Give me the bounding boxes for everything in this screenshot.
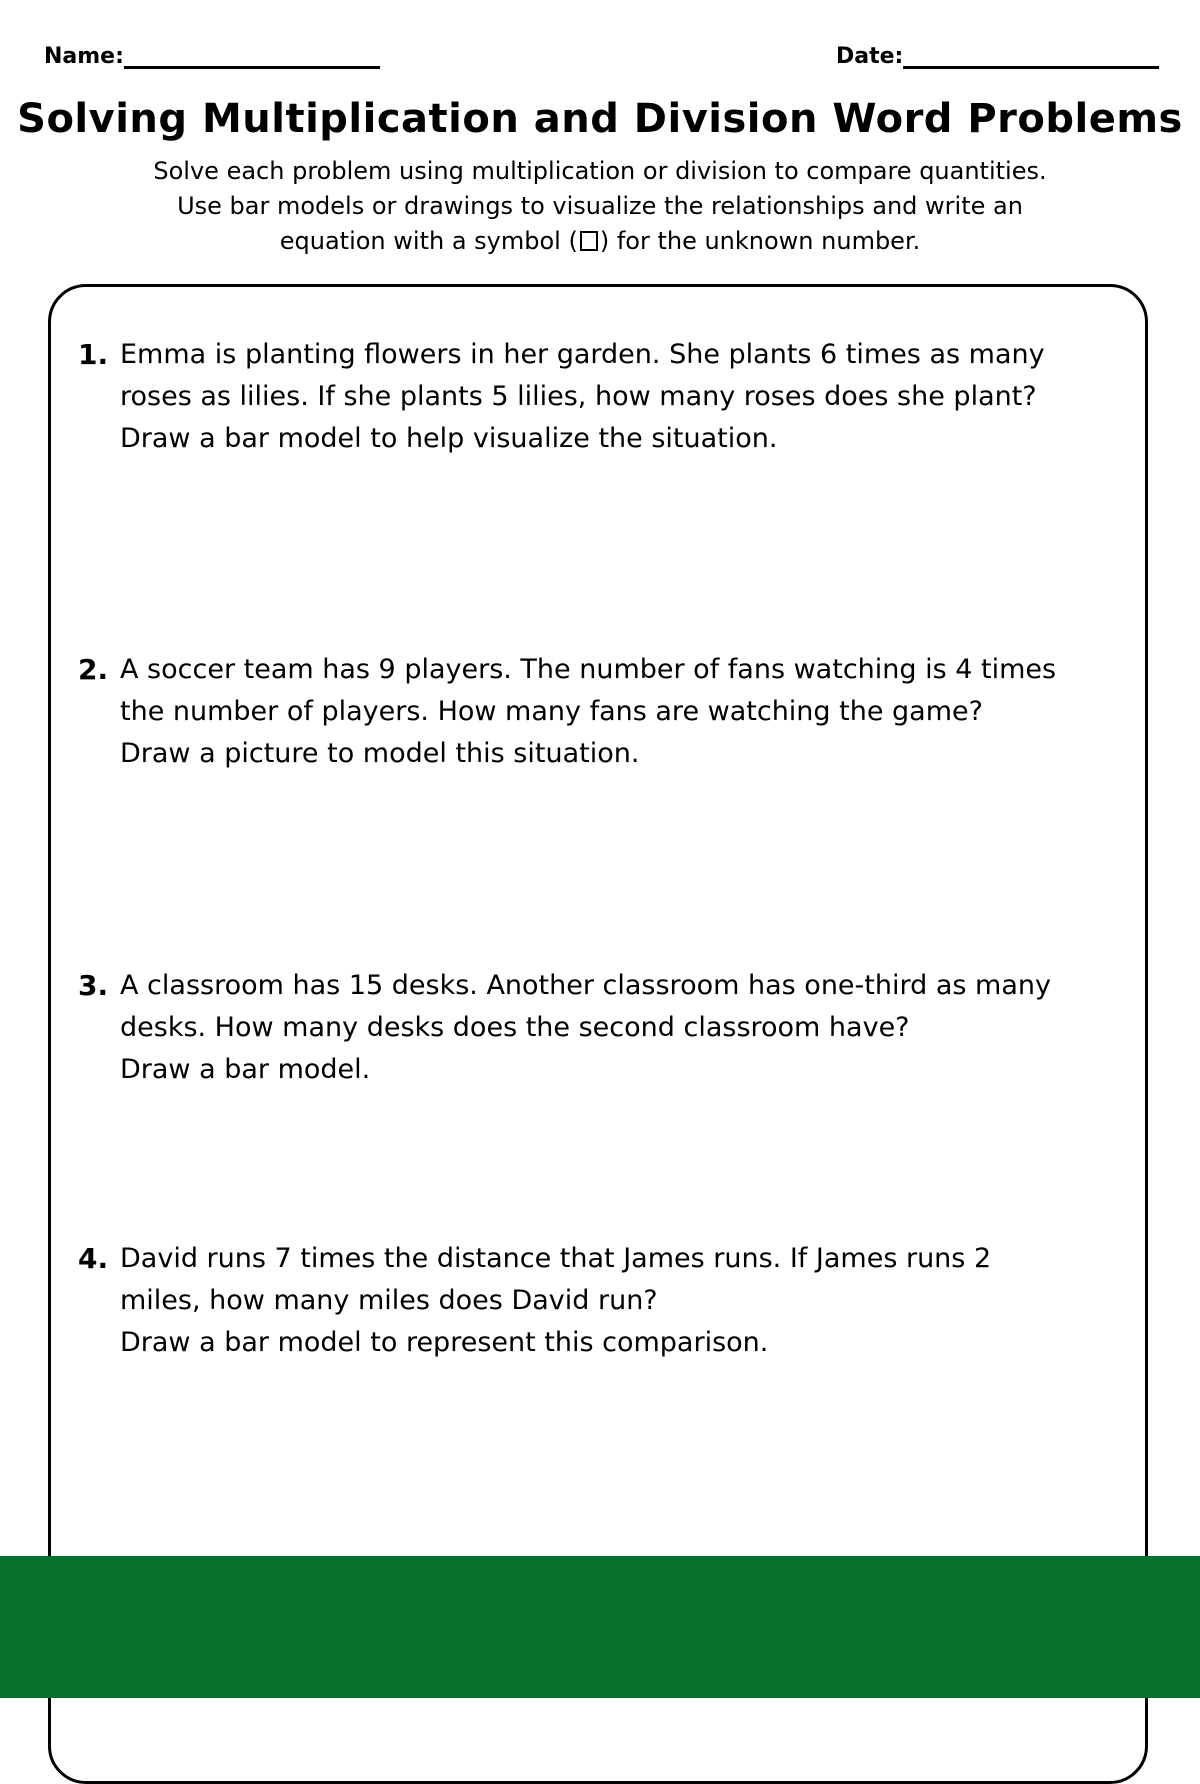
name-blank-line[interactable] (124, 44, 380, 69)
instructions (100, 154, 1100, 259)
problem-line: desks. How many desks does the second classroom have? (120, 1012, 910, 1043)
problem-text (120, 334, 1045, 460)
problem-line: Draw a picture to model this situation. (120, 738, 640, 769)
problem-text (120, 1238, 991, 1364)
problem-number: 3. (78, 969, 109, 1002)
worksheet-title: Solving Multiplication and Division Word Problems (17, 96, 1183, 142)
problem-line: miles, how many miles does David run? (120, 1285, 658, 1316)
problem-text (120, 965, 1051, 1091)
problem-line: roses as lilies. If she plants 5 lilies, how many roses does she plant? (120, 381, 1037, 412)
instructions-line-2: Use bar models or drawings to visualize the relationships and write an (177, 192, 1023, 220)
problem-line: Emma is planting flowers in her garden. She plants 6 times as many (120, 339, 1045, 370)
date-blank-line[interactable] (903, 44, 1159, 69)
problem-line: Draw a bar model to represent this comparison. (120, 1327, 769, 1358)
instructions-line-3-after: ) for the unknown number. (599, 227, 921, 255)
problem-line: A soccer team has 9 players. The number of fans watching is 4 times (120, 654, 1057, 685)
problem-text (120, 649, 1056, 775)
problem-line: Draw a bar model to help visualize the situation. (120, 423, 778, 454)
name-field (44, 44, 380, 69)
problem-number: 4. (78, 1242, 109, 1275)
footer-band (0, 1556, 1200, 1698)
problem-line: the number of players. How many fans are watching the game? (120, 696, 983, 727)
problem-line: A classroom has 15 desks. Another classroom has one-third as many (120, 970, 1051, 1001)
instructions-line-3 (100, 224, 1100, 259)
unknown-box-icon (580, 231, 598, 251)
problem-number: 2. (78, 653, 109, 686)
problem-line: Draw a bar model. (120, 1054, 371, 1085)
date-field (836, 44, 1159, 69)
name-label: Name: (44, 44, 124, 69)
instructions-line-3-before: equation with a symbol ( (279, 227, 578, 255)
instructions-line-1: Solve each problem using multiplication or division to compare quantities. (153, 157, 1047, 185)
date-label: Date: (836, 44, 904, 69)
problem-line: David runs 7 times the distance that James runs. If James runs 2 (120, 1243, 992, 1274)
problem-number: 1. (78, 338, 109, 371)
